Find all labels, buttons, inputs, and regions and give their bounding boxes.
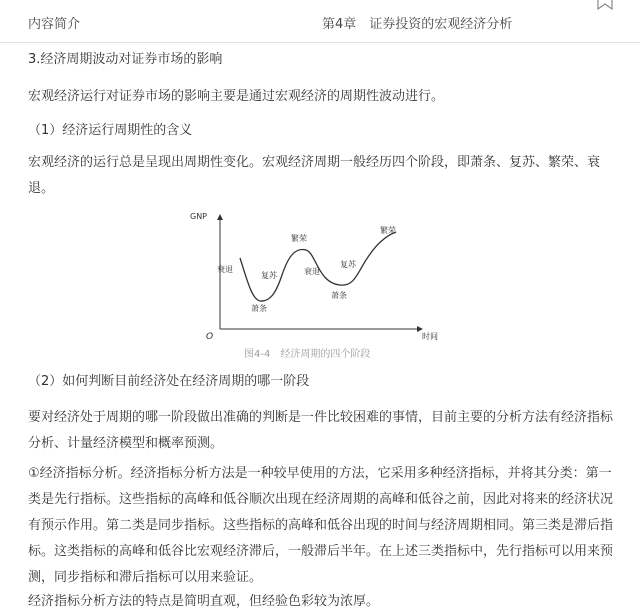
label-decline-2: 衰退 [304,267,320,276]
figure-number: 图4-4 [244,349,271,360]
section-title: 3.经济周期波动对证券市场的影响 [28,52,223,67]
label-decline-1: 衰退 [217,265,233,274]
bookmark-icon[interactable] [597,0,613,10]
label-depression-1: 萧条 [251,304,267,313]
intro-text: 宏观经济运行对证券市场的影响主要是通过宏观经济的周期性波动进行。 [28,89,445,104]
paragraph-indicator-traits: 经济指标分析方法的特点是简明直观，但经验色彩较为浓厚。 [28,594,380,609]
subheading-stage-judgement: （2）如何判断目前经济处在经济周期的哪一阶段 [28,374,310,389]
figure-title: 经济周期的四个阶段 [280,349,371,360]
paragraph-analysis-methods: 要对经济处于周期的哪一阶段做出准确的判断是一件比较困难的事情，目前主要的分析方法有经济指标分析、计量经济模型和概率预测。 [28,410,614,451]
chapter-title: 第4章 证券投资的宏观经济分析 [322,17,513,32]
contents-link[interactable]: 内容简介 [28,17,81,32]
label-recovery-2: 复苏 [340,260,356,269]
page-header [0,0,640,43]
label-boom-1: 繁荣 [291,234,307,243]
label-recovery-1: 复苏 [261,271,277,280]
y-axis-label: GNP [190,212,208,221]
paragraph-cycle-definition: 宏观经济的运行总是呈现出周期性变化。宏观经济周期一般经历四个阶段，即萧条、复苏、繁荣、衰退。 [28,155,601,196]
origin-label: O [206,332,214,342]
subheading-cycle-meaning: （1）经济运行周期性的含义 [28,123,193,138]
economic-cycle-figure [190,205,450,365]
x-axis-label: 时间 [422,332,438,341]
paragraph-indicator-analysis: ①经济指标分析。经济指标分析方法是一种较早使用的方法，它采用多种经济指标，并将其分类：第一类是先行指标。这些指标的高峰和低谷顺次出现在经济周期的高峰和低谷之前，因此对将来的经济状况有预示作用。第二类是同步指标。这些指标的高峰和低谷出现的时间与经济周期相同。第三类是滞后指标。这类指标的高峰和低谷比宏观经济滞后，一般滞后半年。在上述三类指标中，先行指标可以用来预测，同步指标和滞后指标可以用来验证。 [28,466,614,585]
figure-caption [244,345,380,360]
label-boom-2: 繁荣 [380,226,396,235]
label-depression-2: 萧条 [331,291,347,300]
